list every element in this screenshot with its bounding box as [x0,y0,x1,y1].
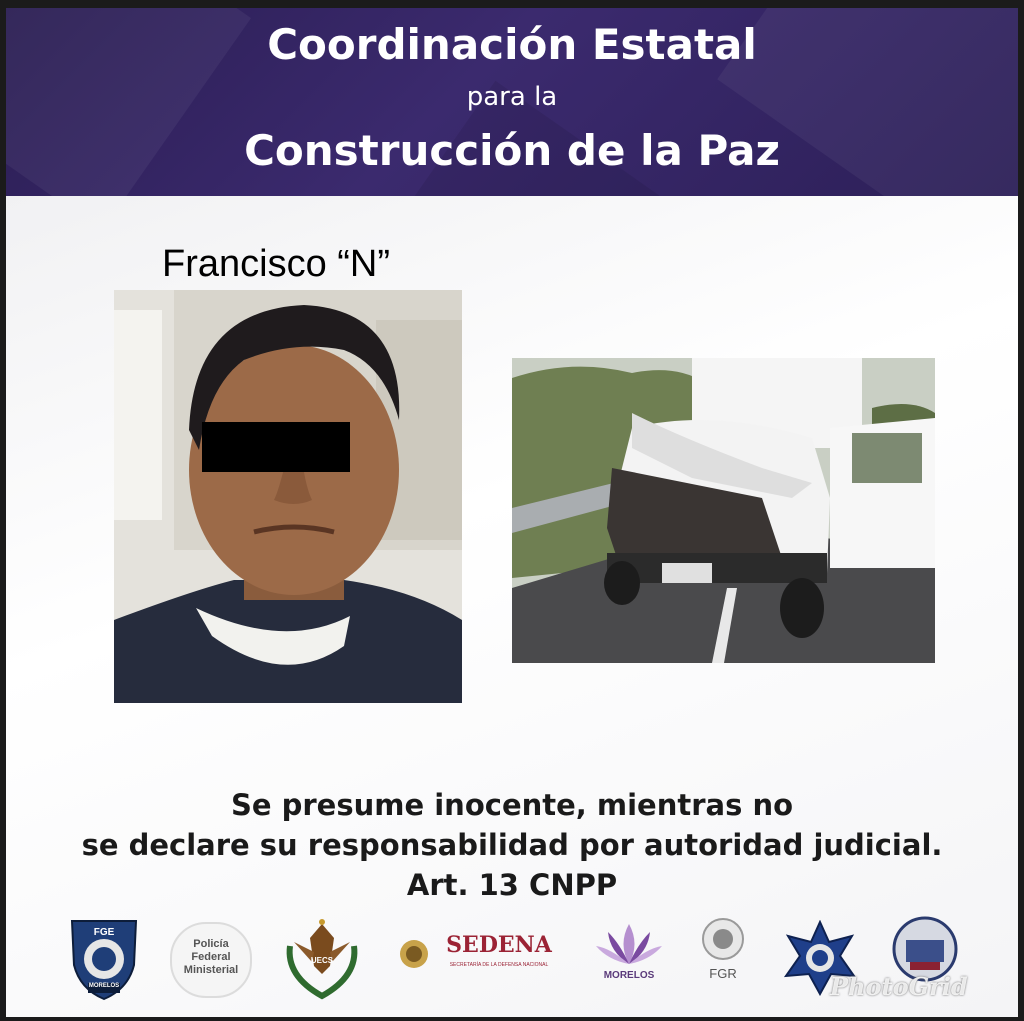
fge-sublabel: MORELOS [88,983,120,989]
accident-photo [512,358,935,663]
sedena-logo [398,932,568,982]
pfm-label-line1: Policía [193,938,229,950]
photogrid-watermark: PhotoGrid [830,972,968,1001]
uecs-label: UECS [310,956,334,965]
uecs-logo [282,916,362,1000]
header-title-line1: Coordinación Estatal [267,20,757,69]
subject-name: Francisco “N” [162,243,391,285]
pfm-label-line3: Ministerial [183,964,239,976]
mugshot-photo [114,290,462,703]
morelos-logo [592,918,666,1002]
fgr-label: FGR [709,966,737,981]
fge-label: FGE [93,927,115,938]
fge-logo [68,915,140,1001]
header-title-line2: para la [466,82,558,112]
mugshot-illustration [114,290,462,703]
sedena-label: SEDENA [446,932,552,958]
legal-article: Art. 13 CNPP [406,868,618,902]
pfm-logo [170,922,252,998]
morelos-label: MORELOS [603,970,655,981]
sedena-sublabel: SECRETARÍA DE LA DEFENSA NACIONAL [449,962,549,968]
header-banner [0,0,1024,196]
presumption-caption-line2: se declare su responsabilidad por autoridad judicial. [81,828,943,862]
pfm-label-line2: Federal [191,951,231,963]
censor-bar [202,422,350,472]
fgr-logo [690,916,756,1000]
accident-illustration [512,358,935,663]
header-title-line3: Construcción de la Paz [244,126,780,175]
presumption-caption-line1: Se presume inocente, mientras no [230,788,794,822]
